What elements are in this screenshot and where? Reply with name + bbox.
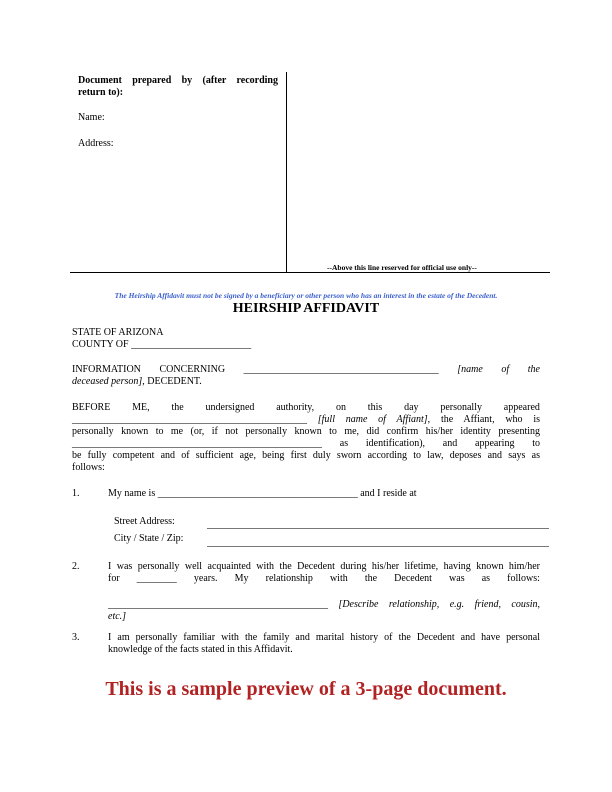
years-blank: ________ — [136, 573, 177, 584]
city-state-zip-label: City / State / Zip: — [114, 533, 184, 544]
item-3-number: 3. — [72, 632, 80, 643]
item-2-word: for — [108, 573, 120, 584]
recording-box-divider — [286, 72, 287, 272]
info-word: of — [501, 364, 510, 375]
relationship-hint: [Describe relationship, e.g. friend, cousin, — [328, 599, 540, 610]
info-word: CONCERNING — [159, 364, 226, 375]
identification-suffix: as identification), and appearing to — [322, 438, 540, 449]
item-2-word: My — [234, 573, 249, 584]
name-label: Name: — [78, 112, 105, 123]
item-2-word: the — [364, 573, 378, 584]
decedent-name-blank: _______________________________________ — [243, 364, 439, 375]
city-state-zip-line — [207, 546, 549, 547]
before-line-6: follows: — [72, 462, 105, 473]
info-word: [name — [457, 364, 483, 375]
before-word: ME, — [132, 402, 150, 413]
item-3-line-1: I am personally familiar with the family and marital history of the Decedent and have personal — [108, 632, 540, 643]
before-word: day — [404, 402, 419, 413]
document-title: HEIRSHIP AFFIDAVIT — [232, 301, 380, 316]
street-address-label: Street Address: — [114, 516, 175, 527]
affiant-name-blank: _______________________________________________ — [72, 414, 307, 425]
info-line-1 — [72, 364, 540, 376]
item-1-text: My name is ________________________________________ and I reside at — [108, 488, 417, 499]
before-line-2 — [72, 414, 540, 426]
before-word: appeared — [503, 402, 540, 413]
item-2-number: 2. — [72, 561, 80, 572]
info-line-2 — [72, 376, 202, 388]
before-line-4 — [72, 438, 540, 450]
before-line-3: personally known to me (or, if not personally known to me, did confirm his/her identity presenting — [72, 426, 540, 437]
preview-notice: This is a sample preview of a 3-page document. — [105, 678, 507, 700]
item-2-word: Decedent — [394, 573, 432, 584]
item-2-word: with — [329, 573, 348, 584]
item-2-line-2 — [108, 573, 540, 585]
county-line: COUNTY OF ________________________ — [72, 339, 252, 350]
affiant-suffix: , the Affiant, who is — [427, 414, 540, 425]
heirship-warning: The Heirship Affidavit must not be signed by a beneficiary or other person who has an interest in the estate of the Decedent. — [114, 291, 498, 300]
reserved-note: --Above this line reserved for official use only-- — [327, 263, 477, 272]
before-line-1 — [72, 402, 540, 414]
decedent-suffix: , DECEDENT. — [142, 376, 202, 387]
info-word: INFORMATION — [72, 364, 141, 375]
item-2-word: years. — [193, 573, 218, 584]
item-3-line-2: knowledge of the facts stated in this Affidavit. — [108, 644, 293, 655]
prepared-by-label: Document prepared by (after recording return to): — [78, 75, 278, 98]
item-1-number: 1. — [72, 488, 80, 499]
before-word: undersigned — [205, 402, 255, 413]
before-word: the — [171, 402, 184, 413]
before-word: authority, — [276, 402, 315, 413]
street-address-line — [207, 528, 549, 529]
deceased-person-hint: deceased person] — [72, 376, 143, 387]
affiant-name-hint: [full name of Affiant] — [307, 414, 428, 425]
item-2-word: follows: — [507, 573, 540, 584]
address-label: Address: — [78, 138, 114, 149]
item-2-word: was — [449, 573, 465, 584]
identification-blank: __________________________________________________ — [72, 438, 322, 449]
item-2-line-1: I was personally well acquainted with the Decedent during his/her lifetime, having known him/her — [108, 561, 540, 572]
official-use-rule — [70, 272, 550, 273]
before-line-5: be fully competent and of sufficient age, being first duly sworn according to law, deposes and says as — [72, 450, 540, 461]
before-word: BEFORE — [72, 402, 111, 413]
before-word: on — [335, 402, 346, 413]
before-word: personally — [440, 402, 482, 413]
item-2-word: relationship — [265, 573, 313, 584]
item-2-word: as — [481, 573, 491, 584]
before-word: this — [367, 402, 383, 413]
item-2-line-4: etc.] — [108, 611, 127, 622]
item-2-line-3 — [108, 599, 540, 611]
info-word: the — [527, 364, 540, 375]
relationship-blank: ____________________________________________ — [108, 599, 328, 610]
state-line: STATE OF ARIZONA — [72, 327, 164, 338]
